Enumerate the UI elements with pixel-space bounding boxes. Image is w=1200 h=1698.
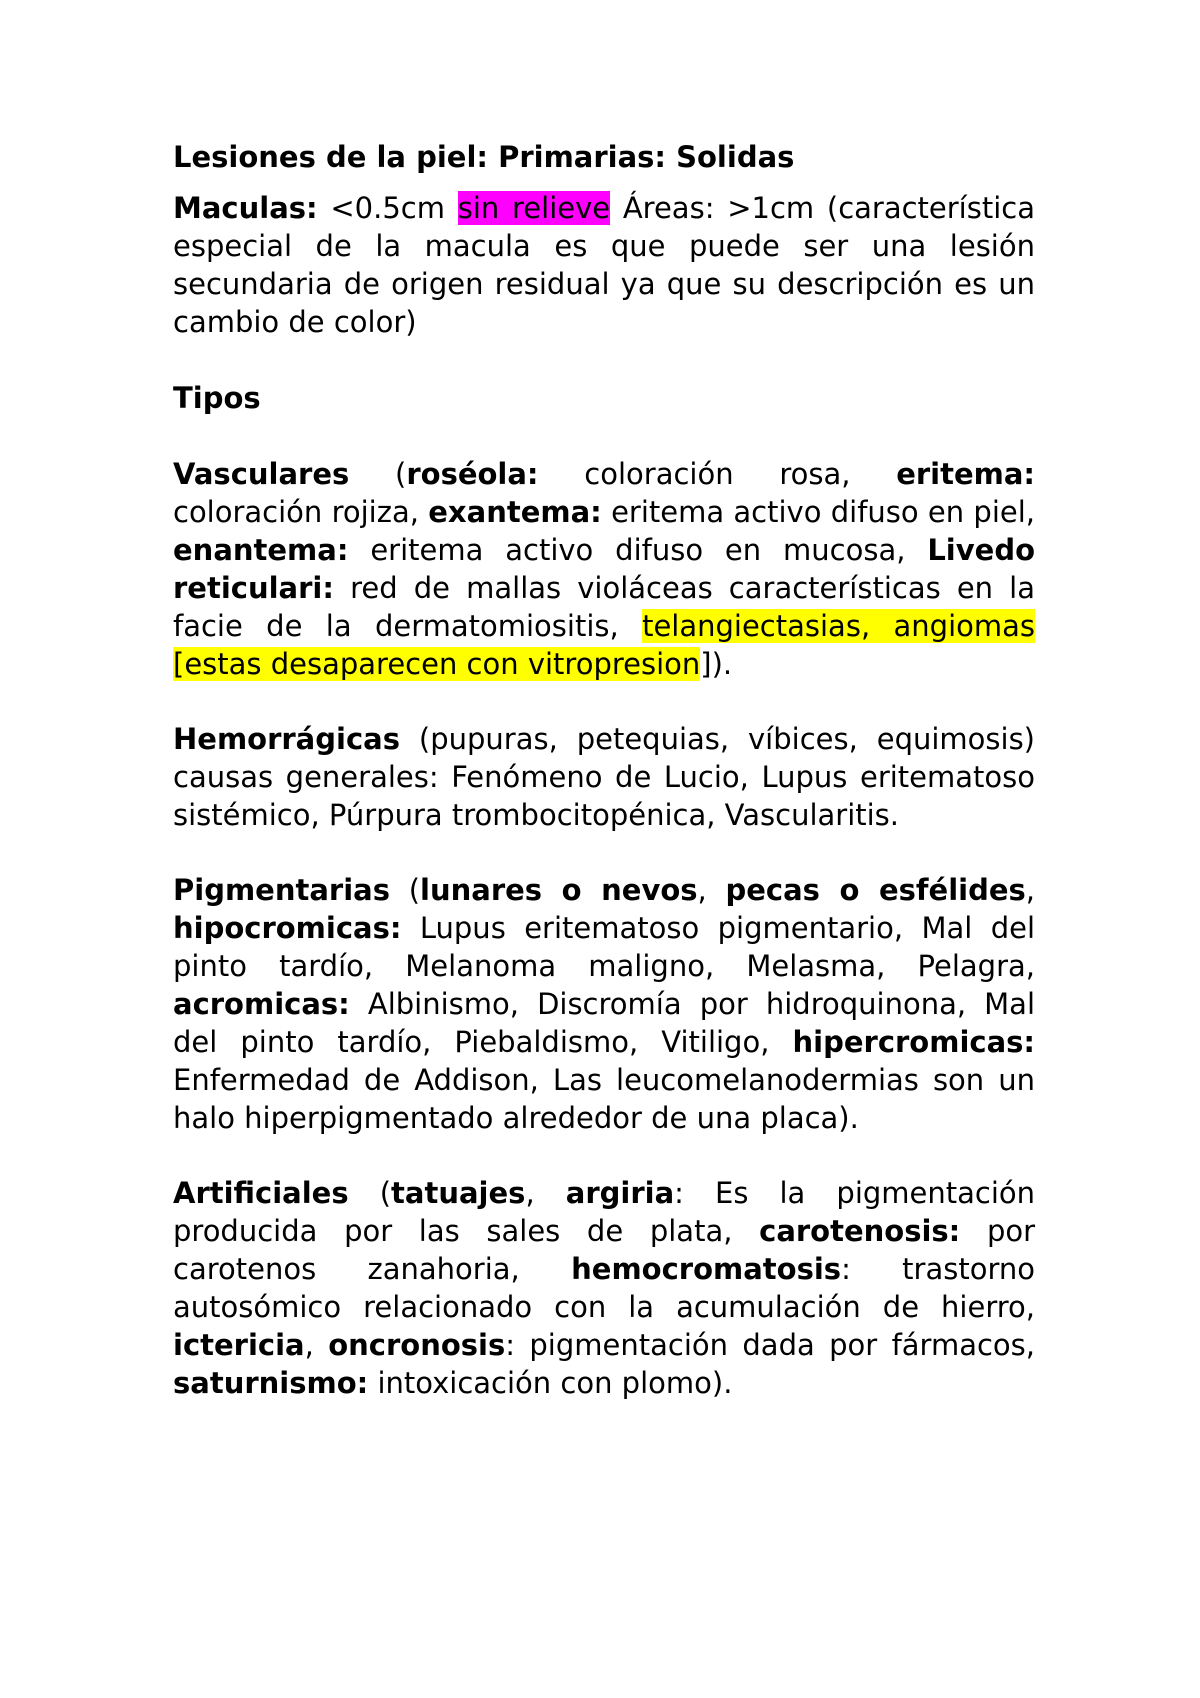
maculas-label: Maculas: <box>173 191 318 225</box>
artificiales-label: Artificiales <box>173 1176 349 1210</box>
pigmentarias-label: Pigmentarias <box>173 873 390 907</box>
page-title: Lesiones de la piel: Primarias: Solidas <box>173 140 795 174</box>
hemorragicas-paragraph: Hemorrágicas (pupuras, petequias, víbices, equimosis) causas generales: Fenómeno de Lucio, Lupus eritematoso sistémico, Púrpura trombocitopénica, Vascularitis. <box>173 722 1035 832</box>
document-page <box>173 138 1035 1402</box>
vasculares-label: Vasculares <box>173 457 350 491</box>
maculas-paragraph <box>173 189 1035 341</box>
artificiales-paragraph: Artificiales (tatuajes, argiria: Es la pigmentación producida por las sales de plata, carotenosis: por carotenos zanahoria, hemocromatosis: trastorno autosómico relacionado con la acumulación de hierro, ictericia, oncronosis: pigmentación dada por fármacos, saturnismo: intoxicación con plomo). <box>173 1176 1036 1400</box>
maculas-size: <0.5cm <box>330 191 445 225</box>
vasculares-paragraph: Vasculares (roséola: coloración rosa, eritema: coloración rojiza, exantema: eritema activo difuso en piel, enantema: eritema activo difuso en mucosa, Livedo reticulari: red de mallas violáceas características en la facie de la dermatomiositis, telangiectasias, angiomas [estas desaparecen con vitropresion]). <box>173 457 1036 681</box>
highlight-telangiectasias: telangiectasias, angiomas [estas desaparecen con vitropresion <box>173 609 1035 681</box>
maculas-note: (característica especial de la macula es que puede ser una lesión secundaria de origen residual ya que su descripción es un cambio de color) <box>173 191 1035 339</box>
hemorragicas-label: Hemorrágicas <box>173 722 400 756</box>
tipos-heading: Tipos <box>173 381 261 415</box>
pigmentarias-paragraph: Pigmentarias (lunares o nevos, pecas o esfélides, hipocromicas: Lupus eritematoso pigmentario, Mal del pinto tardío, Melanoma maligno, Melasma, Pelagra, acromicas: Albinismo, Discromía por hidroquinona, Mal del pinto tardío, Piebaldismo, Vitiligo, hipercromicas: Enfermedad de Addison, Las leucomelanodermias son un halo hiperpigmentado alrededor de una placa). <box>173 873 1036 1135</box>
highlight-sin-relieve: sin relieve <box>457 191 611 225</box>
maculas-areas: Áreas: >1cm <box>622 191 815 225</box>
